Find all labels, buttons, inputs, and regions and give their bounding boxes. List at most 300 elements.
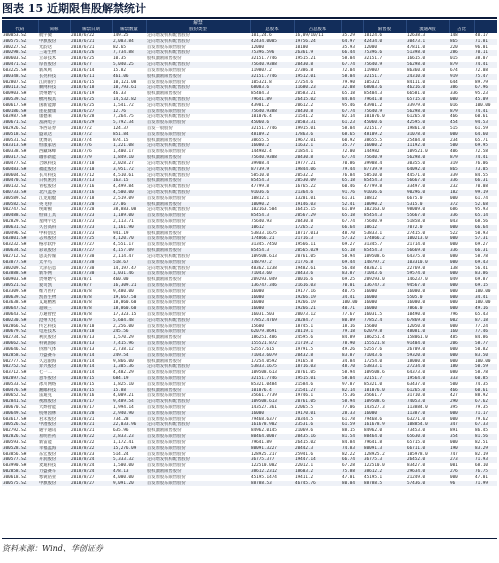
ratio-cell: 67.74 (341, 219, 363, 225)
ratio-cell: 69.44 (341, 260, 363, 266)
date-cell: 2018/8/13 (70, 347, 112, 353)
float-a-cell: 31078.0 (406, 132, 449, 138)
pct2-cell: 95.93 (474, 207, 497, 213)
float-a-cell: 48081.0 (406, 329, 449, 335)
quantity-cell: 1,849.10 (112, 155, 146, 161)
pct2-cell: 47.01 (474, 475, 497, 481)
code-cell: 300577.SZ (2, 457, 38, 463)
restricted-cell: 85454.3 (363, 248, 406, 254)
share-type-cell: 股权激励限售股份 (146, 138, 250, 144)
code-cell: 300471.SZ (2, 62, 38, 68)
date-cell: 2018/8/24 (70, 469, 112, 475)
pct-cell: 000 (449, 300, 474, 306)
date-cell: 2018/6/7 (70, 62, 112, 68)
total-shares-cell: 16000 (250, 306, 294, 312)
name-cell: 格尔软件 (38, 242, 70, 248)
quantity-cell: 2,940.90 (112, 411, 146, 417)
ratio-cell: 65.18 (341, 248, 363, 254)
pct-cell: 206 (449, 341, 474, 347)
code-cell: 603987.SH (2, 114, 38, 120)
figure-title: 图表 15 近期限售股解禁统计 (2, 2, 146, 15)
name-cell: 北汽蓝谷 (38, 190, 70, 196)
pct2-cell: 88.92 (474, 393, 497, 399)
pct-cell: 454 (449, 120, 474, 126)
pct-cell: 220 (449, 45, 474, 51)
quantity-cell: 5,040.25 (112, 62, 146, 68)
float-shares-cell: 20284.7 (294, 318, 341, 324)
ratio-cell: 77.67 (341, 312, 363, 318)
total-shares-cell: 109508.613 (250, 399, 294, 405)
share-type-cell: 首发原股东限售股份 (146, 411, 250, 417)
quantity-cell: 163.15 (112, 178, 146, 184)
restricted-cell: 88788.5 (363, 481, 406, 487)
restricted-cell: 35661.7 (363, 393, 406, 399)
pct2-cell: 76.75 (474, 469, 497, 475)
date-cell: 2018/8/8 (70, 295, 112, 301)
date-cell: 2018/7/6 (70, 143, 112, 149)
ratio-cell: 84.89 (341, 335, 363, 341)
float-shares-cell: 20073.12 (294, 312, 341, 318)
pct2-cell: 58.78 (474, 370, 497, 376)
quantity-cell: 27.06 (112, 202, 146, 208)
quantity-cell: 10.35 (112, 56, 146, 62)
date-cell: 2018/7/27 (70, 248, 112, 254)
ratio-cell: 66.74 (341, 457, 363, 463)
date-cell: 2018/8/8 (70, 300, 112, 306)
ratio-cell: 35.93 (341, 45, 363, 51)
share-type-cell: 定向增发机构配售股份 (146, 173, 250, 179)
date-cell: 2018/6/25 (70, 103, 112, 109)
restricted-cell: 85454.3 (363, 178, 406, 184)
group-header-cell (38, 20, 70, 27)
name-cell: 横河模具 (38, 97, 70, 103)
quantity-cell: 2,003.84 (112, 39, 146, 45)
share-type-cell: 股权激励限售股份 (146, 74, 250, 80)
restricted-cell: 38655.5 (363, 138, 406, 144)
date-cell: 2018/8/15 (70, 382, 112, 388)
code-cell: 300298.SZ (2, 50, 38, 56)
restricted-cell: 16000 (363, 295, 406, 301)
ratio-cell: 34.84 (341, 359, 363, 365)
code-cell: 002926.SZ (2, 126, 38, 132)
float-shares-cell: 18716.03 (294, 364, 341, 370)
share-type-cell: 首发原股东限售股份 (146, 236, 250, 242)
ratio-cell: 48.70 (341, 231, 363, 237)
quantity-cell: 2,833.23 (112, 434, 146, 440)
quantity-cell: 5,333.32 (112, 457, 146, 463)
code-cell: 300521.SZ (2, 283, 38, 289)
date-cell: 2018/8/10 (70, 324, 112, 330)
date-cell: 2018/8/21 (70, 422, 112, 428)
quantity-cell: 9,091.20 (112, 481, 146, 487)
pct2-cell: 68.56 (474, 219, 497, 225)
pct-cell: 466 (449, 114, 474, 120)
share-type-cell: 首发原股东限售股份 (146, 219, 250, 225)
quantity-cell: 7,415.96 (112, 341, 146, 347)
share-type-cell: 首发原股东限售股份 (146, 341, 250, 347)
name-cell: 新雷能 (38, 440, 70, 446)
column-header: 解禁数量 (112, 27, 146, 33)
table-header (2, 20, 497, 33)
ratio-cell: 78.90 (341, 341, 363, 347)
restricted-cell: 75396.6 (363, 50, 406, 56)
float-a-cell: 21714.0 (406, 242, 449, 248)
pct-cell: 000 (449, 236, 474, 242)
date-cell: 2018/8/21 (70, 417, 112, 423)
float-a-cell: 105978.0 (406, 452, 449, 458)
code-cell: 300531.SZ (2, 138, 38, 144)
code-cell: 600733.SH (2, 190, 38, 196)
pct-cell: 290 (449, 399, 474, 405)
name-cell: 杭州园林 (38, 411, 70, 417)
share-type-cell: 首发原股东限售股份 (146, 260, 250, 266)
float-shares-cell: 20530.09 (294, 178, 341, 184)
table-body (2, 33, 497, 486)
quantity-cell: 4,510.61 (112, 173, 146, 179)
float-a-cell: 64092.0 (406, 167, 449, 173)
column-header: 简称 (38, 27, 70, 33)
code-cell: 300639.SZ (2, 295, 38, 301)
float-a-cell: 10490.0 (406, 312, 449, 318)
share-type-cell: 首发原股东限售股份 (146, 324, 250, 330)
total-shares-cell: 71043.6079 (250, 353, 294, 359)
code-cell: 300618.SZ (2, 475, 38, 481)
name-cell: 爱司凯 (38, 283, 70, 289)
date-cell: 2018/8/22 (70, 434, 112, 440)
pct-cell: 049 (449, 277, 474, 283)
ratio-cell: 35.77 (341, 143, 363, 149)
total-shares-cell: 75640.9388 (250, 109, 294, 115)
share-type-cell: 首发原股东限售股份 (146, 440, 250, 446)
total-shares-cell: 75640.9388 (250, 155, 294, 161)
pct-cell: 336 (449, 248, 474, 254)
float-shares-cell: 21364.6 (294, 190, 341, 196)
share-type-cell: 定向增发机构配售股份 (146, 97, 250, 103)
restricted-cell: 122510.0 (363, 463, 406, 469)
share-type-cell: 首发原股东限售股份 (146, 475, 250, 481)
name-cell: 埃斯顿 (38, 207, 70, 213)
quantity-cell: 1,031.46 (112, 271, 146, 277)
pct-cell: 879 (449, 62, 474, 68)
column-header: 占比 (449, 27, 474, 33)
code-cell: 002734.SZ (2, 335, 38, 341)
pct2-cell: 64.60 (474, 132, 497, 138)
date-cell: 2018/7/30 (70, 271, 112, 277)
quantity-cell: 10,121.08 (112, 80, 146, 86)
restricted-cell: 62079.8 (363, 329, 406, 335)
total-shares-cell: 17254.0592 (250, 359, 294, 365)
pct2-cell: 66.31 (474, 248, 497, 254)
pct-cell: 485 (449, 335, 474, 341)
pct-cell: 000 (449, 306, 474, 312)
name-cell: 彩讯股份 (38, 248, 70, 254)
pct-cell: 336 (449, 91, 474, 97)
quantity-cell: 124.37 (112, 126, 146, 132)
float-a-cell: 55667.0 (406, 213, 449, 219)
float-shares-cell: 19266.19 (294, 300, 341, 306)
column-header: 解禁日期 (70, 27, 112, 33)
total-shares-cell: 10090.2 (250, 202, 294, 208)
date-cell: 2018/7/25 (70, 236, 112, 242)
restricted-cell: 75640.9 (363, 219, 406, 225)
pct-cell: 336 (449, 213, 474, 219)
date-cell: 2018/8/13 (70, 341, 112, 347)
column-header: 代码 (2, 27, 38, 33)
name-cell: 莲花健康 (38, 109, 70, 115)
code-cell: 603617.SH (2, 417, 38, 423)
name-cell: 幸福蓝海 (38, 446, 70, 452)
float-shares-cell: 20442.3 (294, 446, 341, 452)
quantity-cell: 82.65 (112, 45, 146, 51)
float-a-cell: 31710.0 (406, 393, 449, 399)
share-type-cell: 股权激励限售股份 (146, 231, 250, 237)
total-shares-cell: 35661.7739 (250, 393, 294, 399)
pct2-cell: 66.64 (474, 225, 497, 231)
date-cell: 2018/7/9 (70, 155, 112, 161)
pct-cell: 879 (449, 109, 474, 115)
code-cell: 002897.SZ (2, 376, 38, 382)
restricted-cell: 40362.1 (363, 266, 406, 272)
total-shares-cell: 85454.3 (250, 178, 294, 184)
date-cell: 2018/7/4 (70, 138, 112, 144)
share-type-cell: 定向增发机构配售股份 (146, 399, 250, 405)
ratio-cell: 48.70 (341, 364, 363, 370)
pct-cell: 000 (449, 225, 474, 231)
pct2-cell: 56.41 (474, 266, 497, 272)
date-cell: 2018/6/21 (70, 39, 112, 45)
pct-cell: 386 (449, 85, 474, 91)
restricted-cell: 16000 (363, 411, 406, 417)
ratio-cell: 57.32 (341, 236, 363, 242)
ratio-cell: 80.04 (341, 481, 363, 487)
ratio-cell: 75.88 (341, 469, 363, 475)
float-shares-cell: 20430.8 (294, 109, 341, 115)
name-cell: 思美传媒 (38, 254, 70, 260)
code-cell: 002752.SZ (2, 364, 38, 370)
float-shares-cell: 19746.1 (294, 393, 341, 399)
pct-cell: 336 (449, 178, 474, 184)
restricted-cell: 38612.2 (363, 469, 406, 475)
name-cell: 中潜股份 (38, 422, 70, 428)
float-a-cell: 44571.0 (406, 173, 449, 179)
name-cell: 七一二 (38, 370, 70, 376)
float-a-cell: 30355.0 (406, 161, 449, 167)
total-shares-cell: 85321.0484 (250, 382, 294, 388)
code-cell: 603888.SH (2, 271, 38, 277)
float-shares-cell: 20433.6 (294, 271, 341, 277)
total-shares-cell: 16000 (250, 411, 294, 417)
quantity-cell: 149.25 (112, 33, 146, 39)
restricted-cell: 79641.8 (363, 97, 406, 103)
name-cell: 江阴银行 (38, 80, 70, 86)
float-a-cell: 67869.0 (406, 318, 449, 324)
pct-cell: 234 (449, 138, 474, 144)
code-cell: 600230.SH (2, 318, 38, 324)
code-cell: 300582.SZ (2, 202, 38, 208)
quantity-cell: 38,883.08 (112, 207, 146, 213)
float-shares-cell: 26415.02 (294, 97, 341, 103)
pct2-cell: 71.99 (474, 481, 497, 487)
code-cell: 300227.SZ (2, 45, 38, 51)
pct2-cell: 50.59 (474, 364, 497, 370)
pct2-cell: 58.78 (474, 254, 497, 260)
float-a-cell: 56298.0 (406, 155, 449, 161)
code-cell: 002747.SZ (2, 207, 38, 213)
pct2-cell: 49.16 (474, 306, 497, 312)
float-a-cell: 22769.0 (406, 266, 449, 272)
pct2-cell: 61.59 (474, 126, 497, 132)
quantity-cell: 16,309.21 (112, 283, 146, 289)
total-shares-cell: 32151.7746 (250, 74, 294, 80)
float-shares-cell: 21616.03 (294, 283, 341, 289)
float-shares-cell: 27386.8 (294, 68, 341, 74)
pct-cell: 372 (449, 202, 474, 208)
share-type-cell: 股权激励限售股份 (146, 469, 250, 475)
float-a-cell: 61265.0 (406, 388, 449, 394)
date-cell: 2018/6/25 (70, 97, 112, 103)
pct-cell: 865 (449, 39, 474, 45)
name-cell: 万通智控 (38, 312, 70, 318)
total-shares-cell: 45060.6 (250, 120, 294, 126)
pct2-cell: 65.14 (474, 213, 497, 219)
code-cell: 603990.SH (2, 463, 38, 469)
pct2-cell: 60.61 (474, 114, 497, 120)
date-cell: 2018/6/14 (70, 68, 112, 74)
name-cell: 康德莱 (38, 114, 70, 120)
restricted-cell: 15600 (363, 324, 406, 330)
quantity-cell: 17,323.15 (112, 312, 146, 318)
total-shares-cell: 16000 (250, 289, 294, 295)
float-a-cell: 66711.0 (406, 446, 449, 452)
share-type-cell: 定向增发机构配售股份 (146, 457, 250, 463)
total-shares-cell: 85404.3 (250, 91, 294, 97)
column-header: 限售股 (363, 27, 406, 33)
ratio-cell: 69.25 (341, 277, 363, 283)
share-type-cell: 定向增发机构配售股份 (146, 207, 250, 213)
pct2-cell: 83.50 (474, 353, 497, 359)
quantity-cell: 15.82 (112, 68, 146, 74)
column-header: 占总股本 (294, 27, 341, 33)
date-cell: 2018/8/24 (70, 457, 112, 463)
name-cell: 长川科技 (38, 173, 70, 179)
code-cell: 300647.SZ (2, 306, 38, 312)
float-a-cell: 33497.0 (406, 184, 449, 190)
date-cell: 2018/8/10 (70, 329, 112, 335)
pct-cell: 000 (449, 475, 474, 481)
share-type-cell: 股权激励限售股份 (146, 359, 250, 365)
total-shares-cell: 43901.2 (250, 103, 294, 109)
pct2-cell: 95.23 (474, 91, 497, 97)
group-header-cell (341, 20, 363, 27)
total-shares-cell: 40362.1238 (250, 266, 294, 272)
date-cell: 2018/7/30 (70, 254, 112, 260)
quantity-cell: 4,157.09 (112, 248, 146, 254)
quantity-cell: 1,221.08 (112, 143, 146, 149)
total-shares-cell: 91036.6 (250, 190, 294, 196)
quantity-cell: 1,189.00 (112, 213, 146, 219)
pct2-cell: 60.85 (474, 376, 497, 382)
date-cell: 2018/7/23 (70, 213, 112, 219)
restricted-cell: 161678.9 (363, 422, 406, 428)
code-cell: 300603.SZ (2, 56, 38, 62)
pct-cell: 96 (449, 481, 474, 487)
pct-cell: 674 (449, 68, 474, 74)
share-type-cell: 定向增发机构配售股份 (146, 33, 250, 39)
restricted-cell: 71043.6 (363, 353, 406, 359)
code-cell: 603801.SH (2, 236, 38, 242)
quantity-cell: 3,951.72 (112, 167, 146, 173)
ratio-cell: 65.18 (341, 213, 363, 219)
quantity-cell: 7,734.88 (112, 50, 146, 56)
restricted-cell: 87739.9 (363, 167, 406, 173)
source-note: 资料来源：Wind、华创证券 (2, 544, 103, 553)
float-shares-cell: 19756.24 (294, 39, 341, 45)
quantity-cell: 1,161.90 (112, 225, 146, 231)
total-shares-cell: 39908.4 (250, 161, 294, 167)
total-shares-cell: 75640.9388 (250, 62, 294, 68)
share-type-cell: 首发原股东限售股份 (146, 80, 250, 86)
share-type-cell: 首发原股东限售股份 (146, 300, 250, 306)
quantity-cell: 9,489.54 (112, 399, 146, 405)
ratio-cell: 58.94 (341, 254, 363, 260)
pct2-cell: 70.11 (474, 50, 497, 56)
share-type-cell: 首发原股东限售股份 (146, 213, 250, 219)
name-cell: 富满电子 (38, 120, 70, 126)
float-a-cell: 27234.0 (406, 364, 449, 370)
total-shares-cell: 32151.7746 (250, 56, 294, 62)
quantity-cell: 514.24 (112, 452, 146, 458)
name-cell: 恒康家居 (38, 143, 70, 149)
float-a-cell: 64373.0 (406, 370, 449, 376)
code-cell: 600186.SH (2, 109, 38, 115)
share-type-cell: 定向增发机构配售股份 (146, 114, 250, 120)
float-shares-cell: 20432.8 (294, 353, 341, 359)
group-header-cell (406, 20, 449, 27)
ratio-cell: 67.74 (341, 109, 363, 115)
pct2-cell: 82.51 (474, 440, 497, 446)
ratio-cell: 61.23 (341, 120, 363, 126)
date-cell: 2018/8/22 (70, 440, 112, 446)
unlock-table (2, 20, 497, 486)
float-a-cell: 19564.0 (406, 376, 449, 382)
restricted-cell: 52557.6 (363, 347, 406, 353)
pct-cell: 148 (449, 33, 474, 39)
total-shares-cell: 32151.7746 (250, 376, 294, 382)
pct2-cell: 67.96 (474, 85, 497, 91)
date-cell: 2018/7/30 (70, 260, 112, 266)
pct2-cell: 52.68 (474, 202, 497, 208)
pct2-cell: 70.08 (474, 184, 497, 190)
pct2-cell: 71.17 (474, 411, 497, 417)
quantity-cell: 460.00 (112, 277, 146, 283)
ratio-cell: 76.84 (341, 173, 363, 179)
code-cell: 300671.SZ (2, 120, 38, 126)
date-cell: 2018/8/13 (70, 335, 112, 341)
pct-cell: 000 (449, 289, 474, 295)
ratio-cell: 84.84 (341, 440, 363, 446)
date-cell: 2018/6/29 (70, 120, 112, 126)
pct2-cell: 69.15 (474, 283, 497, 289)
group-header-cell (449, 20, 474, 27)
pct-cell: 865 (449, 167, 474, 173)
date-cell: 2018/7/20 (70, 202, 112, 208)
date-cell: 2018/8/20 (70, 411, 112, 417)
ratio-cell: 47.01 (341, 475, 363, 481)
code-cell: 300518.SZ (2, 132, 38, 138)
share-type-cell: 首发原股东限售股份 (146, 370, 250, 376)
restricted-cell: 80091.3 (363, 446, 406, 452)
share-type-cell: 定向增发机构配售股份 (146, 143, 250, 149)
